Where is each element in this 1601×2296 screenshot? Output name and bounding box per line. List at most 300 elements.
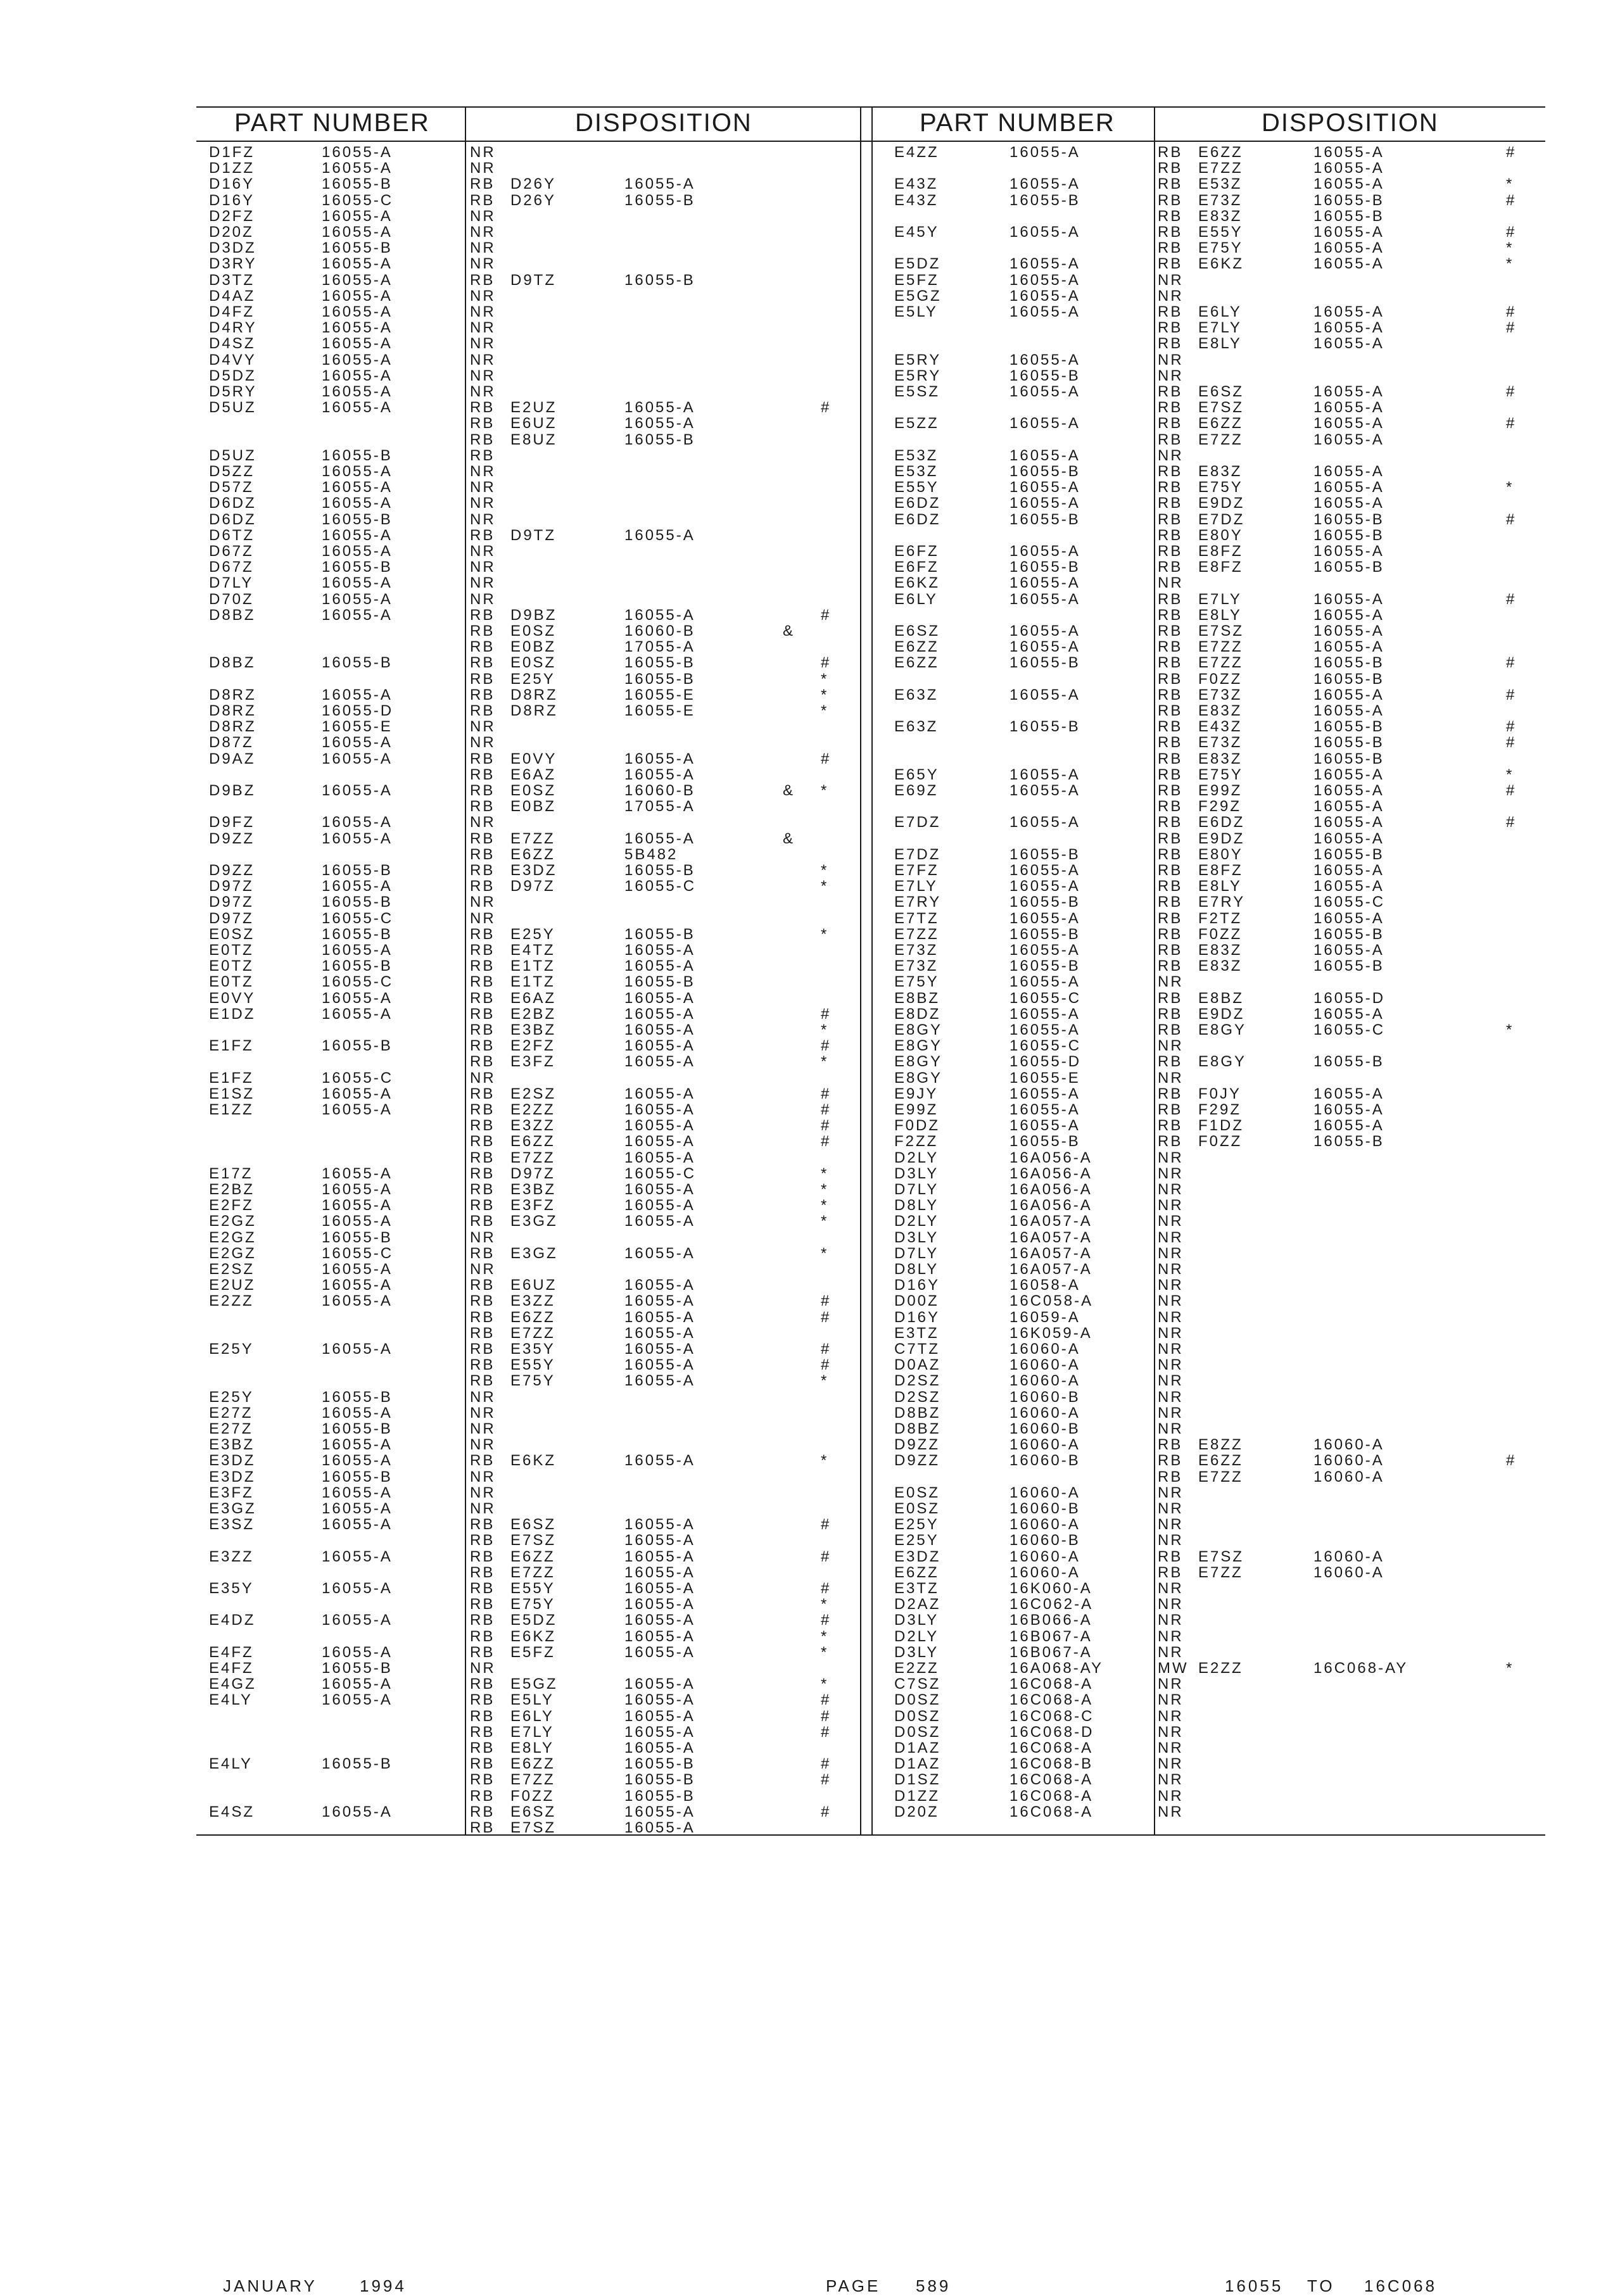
cell-replacement-number: 16055-A: [1313, 782, 1384, 799]
column-divider-right-code: [1154, 106, 1155, 1835]
cell-disposition-code: RB: [470, 1452, 495, 1470]
cell-disposition-code: NR: [1158, 1069, 1184, 1087]
cell-part-code: D9ZZ: [894, 1452, 940, 1470]
cell-part-code: D97Z: [209, 909, 254, 927]
cell-disposition-code: NR: [470, 574, 496, 592]
cell-replacement-code: E7ZZ: [510, 1149, 555, 1166]
cell-part-code: E6ZZ: [894, 654, 939, 672]
cell-disposition-code: RB: [470, 175, 495, 193]
cell-part-number: 16055-A: [1009, 1005, 1080, 1023]
cell-replacement-number: 16055-A: [624, 1197, 695, 1214]
cell-part-code: D0SZ: [894, 1723, 941, 1741]
cell-part-code: E9JY: [894, 1085, 939, 1102]
cell-disposition-code: NR: [1158, 1261, 1184, 1278]
cell-flag-mark: *: [1506, 1660, 1514, 1677]
cell-disposition-code: NR: [1158, 1213, 1184, 1230]
cell-replacement-code: E6SZ: [510, 1516, 557, 1534]
cell-replacement-number: 16055-A: [1313, 1085, 1384, 1102]
cell-flag-mark: *: [821, 702, 829, 719]
cell-part-number: 16055-A: [1009, 1085, 1080, 1102]
cell-flag-mark: #: [821, 1691, 832, 1709]
cell-disposition-code: RB: [470, 1548, 495, 1565]
cell-disposition-code: RB: [1158, 255, 1183, 273]
cell-disposition-code: RB: [470, 670, 495, 688]
cell-part-code: E75Y: [894, 973, 939, 991]
cell-replacement-number: 16060-B: [624, 622, 695, 640]
cell-replacement-code: E7ZZ: [1198, 654, 1243, 672]
cell-disposition-code: RB: [1158, 558, 1183, 576]
cell-flag-mark: #: [821, 1308, 832, 1326]
cell-part-code: D1ZZ: [894, 1787, 940, 1805]
cell-replacement-code: E6ZZ: [510, 1133, 555, 1151]
cell-disposition-code: NR: [1158, 1197, 1184, 1214]
cell-replacement-code: E8FZ: [1198, 558, 1243, 576]
cell-part-code: E1FZ: [209, 1037, 254, 1055]
cell-replacement-number: 16055-A: [624, 1532, 695, 1549]
cell-replacement-number: 16055-A: [624, 1596, 695, 1613]
cell-disposition-code: NR: [470, 590, 496, 608]
cell-disposition-code: RB: [1158, 510, 1183, 528]
cell-part-code: E35Y: [209, 1580, 254, 1597]
cell-part-number: 16055-A: [322, 1516, 393, 1534]
cell-disposition-code: NR: [470, 734, 496, 752]
cell-replacement-code: D8RZ: [510, 702, 558, 719]
cell-replacement-code: E8FZ: [1198, 862, 1243, 879]
cell-disposition-code: RB: [1158, 893, 1183, 911]
cell-part-code: D16Y: [894, 1277, 940, 1294]
cell-flag-mark: *: [1506, 175, 1514, 193]
cell-flag-mark: #: [821, 1005, 832, 1023]
cell-disposition-code: RB: [1158, 399, 1183, 417]
cell-part-number: 16A056-A: [1009, 1149, 1092, 1166]
cell-part-code: E8GY: [894, 1037, 943, 1055]
cell-replacement-number: 16055-A: [624, 526, 695, 544]
cell-replacement-number: 16055-A: [624, 1005, 695, 1023]
cell-part-code: D8LY: [894, 1261, 939, 1278]
cell-part-number: 16055-A: [322, 1181, 393, 1198]
cell-part-number: 16A057-A: [1009, 1213, 1092, 1230]
cell-disposition-code: NR: [1158, 1228, 1184, 1246]
cell-part-code: D9AZ: [209, 750, 256, 767]
cell-part-number: 16055-A: [1009, 590, 1080, 608]
cell-part-number: 16055-A: [322, 734, 393, 752]
cell-replacement-code: E8LY: [510, 1739, 554, 1757]
cell-disposition-code: RB: [470, 1021, 495, 1038]
cell-flag-mark: #: [821, 1580, 832, 1597]
footer-page-label: PAGE: [826, 2276, 881, 2295]
cell-replacement-code: E35Y: [510, 1340, 555, 1358]
cell-replacement-number: 16055-A: [624, 1244, 695, 1262]
cell-part-number: 16A057-A: [1009, 1228, 1092, 1246]
cell-disposition-code: RB: [470, 1101, 495, 1118]
cell-part-number: 16055-A: [1009, 415, 1080, 432]
cell-disposition-code: RB: [1158, 718, 1183, 736]
cell-part-code: E6SZ: [894, 622, 940, 640]
cell-flag-mark: #: [1506, 814, 1517, 831]
cell-part-code: E3ZZ: [209, 1548, 254, 1565]
header-disposition-right: DISPOSITION: [1262, 109, 1439, 137]
cell-replacement-code: E55Y: [1198, 224, 1243, 241]
cell-part-code: D8RZ: [209, 718, 256, 736]
cell-flag-amp: &: [783, 622, 795, 640]
cell-part-number: 16055-A: [322, 335, 393, 353]
table-bottom-rule: [196, 1834, 1545, 1836]
cell-replacement-number: 16060-A: [1313, 1452, 1384, 1470]
cell-disposition-code: RB: [1158, 224, 1183, 241]
cell-disposition-code: NR: [470, 1484, 496, 1501]
cell-flag-mark: *: [821, 1021, 829, 1038]
cell-replacement-number: 16055-A: [1313, 590, 1384, 608]
cell-disposition-code: NR: [1158, 1277, 1184, 1294]
cell-part-code: D6DZ: [209, 495, 256, 512]
cell-part-code: D4RY: [209, 319, 257, 337]
cell-part-code: E53Z: [894, 463, 939, 480]
cell-replacement-code: E3GZ: [510, 1213, 558, 1230]
cell-replacement-number: 16055-A: [624, 1516, 695, 1534]
cell-disposition-code: MW: [1158, 1660, 1189, 1677]
cell-replacement-code: E3FZ: [510, 1053, 555, 1071]
cell-replacement-number: 16060-A: [1313, 1563, 1384, 1581]
cell-replacement-number: 16055-A: [1313, 239, 1384, 257]
cell-replacement-number: 16055-B: [624, 1771, 695, 1789]
cell-part-code: E53Z: [894, 446, 939, 464]
cell-flag-mark: *: [821, 1164, 829, 1182]
cell-part-code: E6DZ: [894, 510, 941, 528]
cell-part-number: 16055-A: [1009, 862, 1080, 879]
cell-part-code: E45Y: [894, 224, 939, 241]
cell-replacement-number: 16055-A: [624, 1739, 695, 1757]
cell-part-code: E8DZ: [894, 1005, 941, 1023]
cell-disposition-code: RB: [470, 1164, 495, 1182]
cell-flag-mark: #: [1506, 144, 1517, 161]
cell-replacement-number: 16055-A: [624, 1803, 695, 1820]
cell-disposition-code: RB: [470, 1771, 495, 1789]
cell-part-number: 16055-A: [322, 319, 393, 337]
cell-part-code: E5FZ: [894, 271, 939, 289]
cell-disposition-code: RB: [1158, 734, 1183, 752]
cell-replacement-number: 16055-A: [624, 1627, 695, 1645]
cell-part-number: 16055-B: [322, 1755, 393, 1773]
cell-replacement-number: 16055-A: [624, 1340, 695, 1358]
cell-part-number: 16060-A: [1009, 1563, 1080, 1581]
cell-replacement-code: E6ZZ: [1198, 144, 1243, 161]
cell-flag-amp: &: [783, 782, 795, 799]
cell-flag-mark: #: [1506, 319, 1517, 337]
cell-replacement-code: F0ZZ: [1198, 1133, 1243, 1151]
cell-replacement-number: 16055-E: [624, 702, 695, 719]
cell-part-number: 16055-D: [1009, 1053, 1082, 1071]
cell-replacement-number: 16055-A: [624, 1372, 695, 1390]
cell-part-number: 16055-A: [1009, 909, 1080, 927]
cell-disposition-code: RB: [1158, 1053, 1183, 1071]
cell-replacement-number: 16055-B: [1313, 718, 1384, 736]
footer-page-number: 589: [916, 2276, 951, 2295]
cell-part-number: 16055-A: [322, 479, 393, 496]
cell-part-number: 16C068-A: [1009, 1771, 1094, 1789]
cell-replacement-code: E2BZ: [510, 1005, 557, 1023]
cell-disposition-code: RB: [1158, 686, 1183, 703]
cell-replacement-number: 16055-A: [624, 1548, 695, 1565]
cell-replacement-code: E9DZ: [1198, 1005, 1245, 1023]
cell-part-code: E2UZ: [209, 1277, 256, 1294]
cell-disposition-code: RB: [1158, 957, 1183, 975]
cell-replacement-code: E6ZZ: [510, 845, 555, 863]
cell-replacement-code: E7LY: [1198, 319, 1242, 337]
cell-part-code: D3LY: [894, 1643, 939, 1661]
cell-part-code: E0SZ: [894, 1484, 940, 1501]
cell-part-number: 16055-A: [1009, 574, 1080, 592]
cell-part-number: 16055-B: [322, 239, 393, 257]
cell-flag-amp: &: [783, 829, 795, 847]
cell-replacement-number: 17055-A: [624, 638, 695, 656]
cell-disposition-code: RB: [470, 1005, 495, 1023]
cell-flag-mark: #: [821, 399, 832, 417]
cell-replacement-number: 16055-A: [624, 1675, 695, 1693]
cell-replacement-number: 16055-A: [1313, 702, 1384, 719]
cell-disposition-code: NR: [470, 1069, 496, 1087]
cell-disposition-code: NR: [1158, 1691, 1184, 1709]
cell-replacement-number: 16055-A: [624, 957, 695, 975]
cell-part-code: E4FZ: [209, 1643, 254, 1661]
cell-replacement-code: E2FZ: [510, 1037, 555, 1055]
cell-replacement-number: 16060-B: [624, 782, 695, 799]
cell-disposition-code: NR: [1158, 1787, 1184, 1805]
cell-disposition-code: RB: [470, 1563, 495, 1581]
cell-part-code: E2ZZ: [894, 1660, 939, 1677]
cell-flag-mark: #: [821, 1771, 832, 1789]
cell-part-number: 16K059-A: [1009, 1324, 1092, 1342]
cell-replacement-code: E6ZZ: [510, 1308, 555, 1326]
cell-disposition-code: NR: [470, 510, 496, 528]
cell-replacement-number: 16055-A: [624, 415, 695, 432]
cell-part-number: 16A056-A: [1009, 1164, 1092, 1182]
cell-replacement-code: E25Y: [510, 670, 555, 688]
cell-part-number: 16055-B: [1009, 845, 1080, 863]
cell-part-code: E8GY: [894, 1069, 943, 1087]
cell-disposition-code: RB: [1158, 782, 1183, 799]
cell-replacement-number: 16055-B: [624, 271, 695, 289]
cell-part-number: 16A057-A: [1009, 1261, 1092, 1278]
cell-part-number: 16055-A: [322, 1213, 393, 1230]
cell-flag-mark: *: [821, 1213, 829, 1230]
cell-part-code: F0DZ: [894, 1117, 940, 1135]
cell-part-code: D70Z: [209, 590, 254, 608]
cell-replacement-number: 16055-B: [624, 1755, 695, 1773]
cell-disposition-code: RB: [1158, 239, 1183, 257]
cell-part-code: D2SZ: [894, 1388, 941, 1406]
cell-part-number: 16055-A: [322, 1164, 393, 1182]
cell-disposition-code: RB: [1158, 1101, 1183, 1118]
cell-part-number: 16055-A: [1009, 638, 1080, 656]
cell-disposition-code: RB: [470, 862, 495, 879]
cell-disposition-code: NR: [1158, 1675, 1184, 1693]
cell-disposition-code: NR: [470, 718, 496, 736]
cell-flag-mark: #: [1506, 782, 1517, 799]
cell-flag-mark: *: [1506, 766, 1514, 783]
cell-part-number: 16055-A: [1009, 1117, 1080, 1135]
cell-disposition-code: RB: [1158, 1133, 1183, 1151]
cell-replacement-code: F29Z: [1198, 798, 1242, 816]
cell-disposition-code: NR: [1158, 1580, 1184, 1597]
cell-disposition-code: RB: [1158, 383, 1183, 400]
cell-disposition-code: RB: [470, 654, 495, 672]
cell-disposition-code: RB: [470, 1340, 495, 1358]
cell-part-number: 16055-B: [322, 1420, 393, 1437]
cell-disposition-code: RB: [470, 845, 495, 863]
cell-part-code: D5UZ: [209, 399, 256, 417]
cell-disposition-code: RB: [1158, 207, 1183, 225]
cell-replacement-number: 16055-C: [1313, 1021, 1386, 1038]
cell-part-code: E6FZ: [894, 558, 939, 576]
cell-replacement-number: 16055-B: [1313, 925, 1384, 943]
cell-disposition-code: NR: [470, 558, 496, 576]
cell-disposition-code: RB: [470, 829, 495, 847]
cell-part-number: 16060-B: [1009, 1388, 1080, 1406]
cell-replacement-code: E4TZ: [510, 942, 555, 959]
cell-disposition-code: RB: [1158, 845, 1183, 863]
cell-disposition-code: RB: [470, 766, 495, 783]
cell-disposition-code: RB: [1158, 431, 1183, 448]
cell-replacement-code: E7SZ: [1198, 1548, 1244, 1565]
cell-flag-mark: #: [821, 1356, 832, 1374]
cell-replacement-code: E55Y: [510, 1580, 555, 1597]
cell-replacement-code: E0SZ: [510, 622, 557, 640]
cell-part-number: 16055-B: [1009, 925, 1080, 943]
cell-replacement-number: 16055-B: [624, 654, 695, 672]
cell-part-code: D8RZ: [209, 702, 256, 719]
cell-disposition-code: RB: [470, 1819, 495, 1836]
cell-replacement-number: 16055-B: [1313, 510, 1384, 528]
cell-disposition-code: NR: [470, 1388, 496, 1406]
cell-disposition-code: NR: [470, 1420, 496, 1437]
cell-part-code: E4DZ: [209, 1612, 256, 1629]
cell-replacement-code: E75Y: [510, 1596, 555, 1613]
cell-replacement-code: E3DZ: [510, 862, 557, 879]
cell-part-code: E25Y: [209, 1388, 254, 1406]
cell-part-code: E27Z: [209, 1404, 253, 1422]
cell-part-number: 16055-A: [322, 351, 393, 369]
cell-part-code: E25Y: [894, 1532, 939, 1549]
cell-flag-mark: #: [821, 1037, 832, 1055]
cell-disposition-code: RB: [1158, 750, 1183, 767]
cell-disposition-code: NR: [1158, 367, 1184, 384]
cell-part-number: 16060-B: [1009, 1500, 1080, 1517]
cell-replacement-number: 16055-A: [624, 1133, 695, 1151]
cell-part-number: 16055-B: [322, 925, 393, 943]
cell-replacement-code: E7SZ: [510, 1532, 557, 1549]
cell-part-code: E5DZ: [894, 255, 941, 273]
cell-replacement-number: 16055-B: [624, 1787, 695, 1805]
cell-disposition-code: RB: [1158, 415, 1183, 432]
cell-part-number: 16055-A: [1009, 175, 1080, 193]
cell-replacement-code: E43Z: [1198, 718, 1243, 736]
cell-replacement-code: E3FZ: [510, 1197, 555, 1214]
cell-part-code: D1AZ: [894, 1755, 941, 1773]
cell-part-number: 16060-A: [1009, 1356, 1080, 1374]
cell-part-code: E3DZ: [209, 1452, 256, 1470]
cell-disposition-code: RB: [1158, 191, 1183, 209]
cell-part-code: D0SZ: [894, 1707, 941, 1725]
cell-part-number: 16055-B: [322, 175, 393, 193]
cell-part-number: 16C068-A: [1009, 1739, 1094, 1757]
cell-part-number: 16055-A: [322, 1675, 393, 1693]
cell-part-code: E7RY: [894, 893, 942, 911]
cell-replacement-number: 17055-A: [624, 798, 695, 816]
cell-replacement-code: E55Y: [510, 1356, 555, 1374]
cell-part-code: D97Z: [209, 893, 254, 911]
cell-part-code: E3TZ: [894, 1580, 939, 1597]
cell-part-code: D20Z: [894, 1803, 939, 1820]
cell-replacement-code: E5DZ: [510, 1612, 557, 1629]
cell-part-code: D5DZ: [209, 367, 256, 384]
cell-part-code: E8GY: [894, 1053, 943, 1071]
cell-replacement-number: 16055-D: [1313, 989, 1386, 1007]
cell-part-number: 16055-B: [322, 558, 393, 576]
cell-part-code: D87Z: [209, 734, 254, 752]
cell-disposition-code: NR: [470, 479, 496, 496]
cell-part-number: 16A056-A: [1009, 1181, 1092, 1198]
cell-part-code: D7LY: [209, 574, 254, 592]
cell-part-code: E4SZ: [209, 1803, 255, 1820]
cell-part-number: 16060-A: [1009, 1516, 1080, 1534]
cell-part-number: 16055-B: [1009, 654, 1080, 672]
cell-replacement-code: F2TZ: [1198, 909, 1243, 927]
cell-replacement-number: 16055-B: [1313, 957, 1384, 975]
cell-part-number: 16060-A: [1009, 1548, 1080, 1565]
cell-part-code: D4SZ: [209, 335, 256, 353]
cell-replacement-number: 16055-A: [624, 1101, 695, 1118]
cell-replacement-number: 16055-A: [624, 1643, 695, 1661]
cell-replacement-code: E73Z: [1198, 191, 1243, 209]
cell-part-code: D9ZZ: [209, 829, 255, 847]
cell-part-code: D8BZ: [209, 654, 256, 672]
cell-part-number: 16055-A: [1009, 287, 1080, 305]
cell-disposition-code: RB: [470, 399, 495, 417]
cell-replacement-code: D9TZ: [510, 526, 556, 544]
cell-replacement-code: E7ZZ: [1198, 431, 1243, 448]
cell-replacement-code: E3BZ: [510, 1021, 557, 1038]
cell-part-number: 16055-A: [322, 1452, 393, 1470]
cell-replacement-code: E0SZ: [510, 782, 557, 799]
cell-part-code: E3FZ: [209, 1484, 254, 1501]
cell-part-code: E6FZ: [894, 543, 939, 560]
cell-part-code: E63Z: [894, 718, 939, 736]
cell-part-number: 16055-A: [322, 942, 393, 959]
cell-disposition-code: NR: [470, 495, 496, 512]
cell-part-code: D16Y: [894, 1308, 940, 1326]
cell-part-code: D3LY: [894, 1164, 939, 1182]
cell-part-code: D4FZ: [209, 303, 255, 320]
cell-replacement-code: E3BZ: [510, 1181, 557, 1198]
cell-flag-mark: *: [821, 1643, 829, 1661]
cell-disposition-code: RB: [470, 431, 495, 448]
cell-part-code: D2LY: [894, 1149, 939, 1166]
cell-replacement-code: E83Z: [1198, 957, 1243, 975]
cell-part-number: 16055-B: [322, 862, 393, 879]
cell-disposition-code: RB: [470, 1372, 495, 1390]
cell-replacement-number: 16055-A: [624, 1580, 695, 1597]
cell-disposition-code: RB: [1158, 543, 1183, 560]
cell-disposition-code: RB: [1158, 303, 1183, 320]
cell-part-number: 16055-A: [1009, 255, 1080, 273]
cell-part-number: 16055-A: [322, 1643, 393, 1661]
cell-part-number: 16055-A: [1009, 814, 1080, 831]
cell-part-code: D1AZ: [894, 1739, 941, 1757]
cell-disposition-code: RB: [470, 1037, 495, 1055]
cell-replacement-code: F0ZZ: [1198, 670, 1243, 688]
cell-part-number: 16055-E: [322, 718, 393, 736]
cell-disposition-code: NR: [1158, 1771, 1184, 1789]
